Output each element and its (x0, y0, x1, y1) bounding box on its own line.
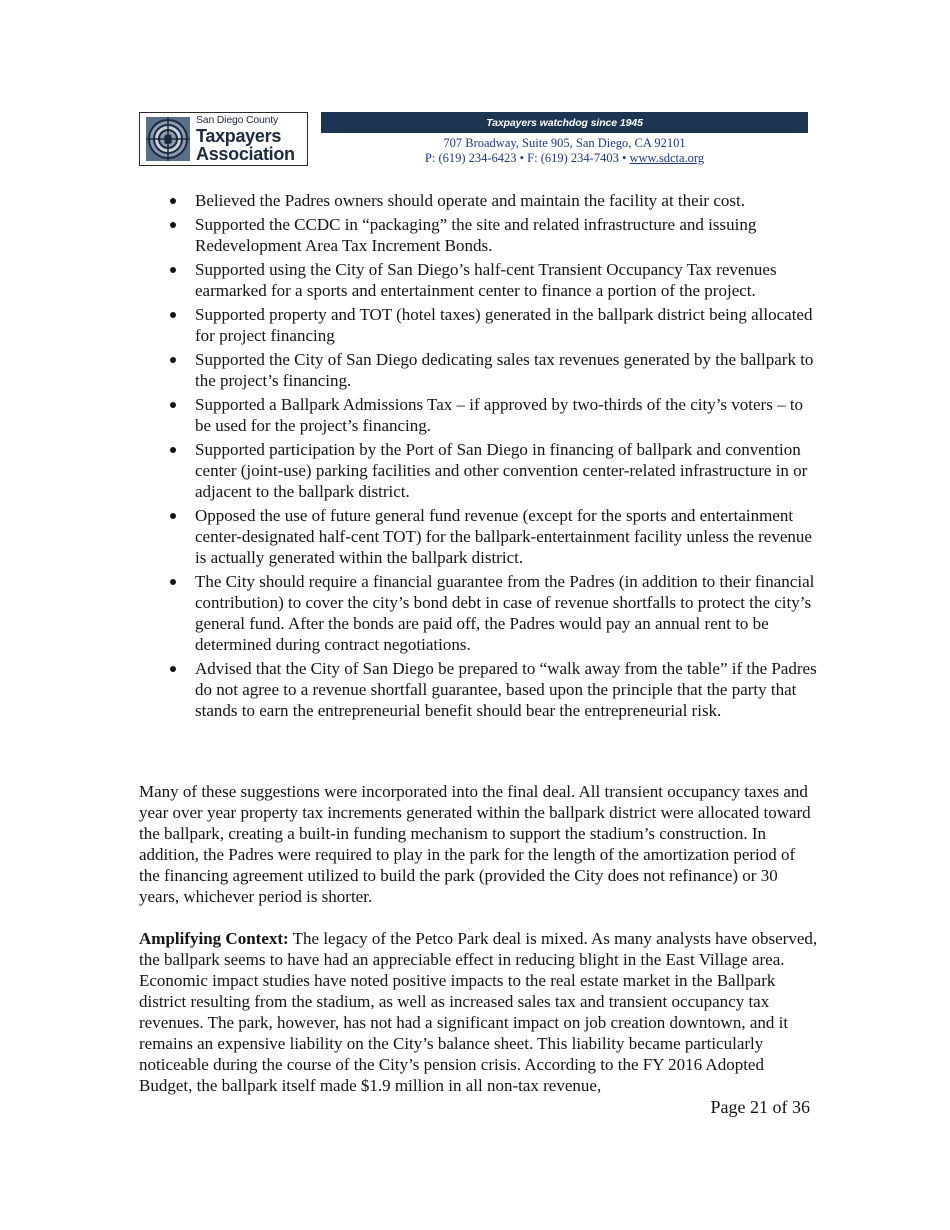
body-paragraph-final-deal: Many of these suggestions were incorporated into the final deal. All transient occupancy taxes and year over year property tax increments generated within the ballpark district were allocated toward the ballpark, creating a built-in funding mechanism to support the stadium’s construction. In addition, the Padres were required to play in the park for the length of the amortization period of the financing agreement utilized to build the park (provided the City does not refinance) or 30 years, whichever period is shorter. (139, 782, 811, 906)
contact-block (321, 136, 808, 166)
street-address: 707 Broadway, Suite 905, San Diego, CA 92101 (443, 136, 686, 150)
list-item: Supported a Ballpark Admissions Tax – if approved by two-thirds of the city’s voters – to be used for the project’s financing. (168, 394, 818, 436)
sdcta-logo (139, 112, 308, 166)
list-item: The City should require a financial guarantee from the Padres (in addition to their financial contribution) to cover the city’s bond debt in case of revenue shortfalls to protect the city’s general fund. After the bonds are paid off, the Padres would pay an annual rent to be determined during contract negotiations. (168, 571, 818, 655)
recommendations-list (168, 190, 818, 724)
phone-fax-text: P: (619) 234-6423 • F: (619) 234-7403 • (424, 151, 630, 165)
list-item: Supported property and TOT (hotel taxes) generated in the ballpark district being allocated for project financing (168, 304, 818, 346)
list-item: Supported the City of San Diego dedicating sales tax revenues generated by the ballpark to the project’s financing. (168, 349, 818, 391)
logo-wordmark (196, 115, 295, 163)
body-paragraph-amplifying-context (139, 928, 819, 1096)
svg-text:$: $ (163, 132, 173, 148)
section-lead-text: The legacy of the Petco Park deal is mixed. As many analysts have observed, the ballpark seems to have had an appreciable effect in reducing blight in the East Village area. Economic impact studies have noted positive impacts to the real estate market in the Ballpark district resulting from the stadium, as well as increased sales tax and transient occupancy tax revenues. The park, however, has not had a significant impact on job creation downtown, and it remains an expensive liability on the City’s balance sheet. This liability became particularly noticeable during the course of the City’s pension crisis. According to the FY 2016 Adopted Budget, the ballpark itself made $1.9 million in all non-tax revenue, (139, 929, 818, 1095)
tagline-banner: Taxpayers watchdog since 1945 (321, 112, 808, 133)
logo-line-taxpayers: Taxpayers (196, 125, 282, 146)
target-logo-icon (146, 117, 190, 161)
website-link[interactable]: www.sdcta.org (629, 151, 705, 165)
list-item: Believed the Padres owners should operate and maintain the facility at their cost. (168, 190, 818, 211)
logo-line-association: Association (196, 143, 295, 164)
list-item: Supported the CCDC in “packaging” the site and related infrastructure and issuing Redevelopment Area Tax Increment Bonds. (168, 214, 818, 256)
list-item: Supported using the City of San Diego’s half-cent Transient Occupancy Tax revenues earmarked for a sports and entertainment center to finance a portion of the project. (168, 259, 818, 301)
list-item: Supported participation by the Port of San Diego in financing of ballpark and convention center (joint-use) parking facilities and other convention center-related infrastructure in or adjacent to the ballpark district. (168, 439, 818, 502)
list-item: Advised that the City of San Diego be prepared to “walk away from the table” if the Padres do not agree to a revenue shortfall guarantee, based upon the principle that the party that stands to earn the entrepreneurial benefit should bear the entrepreneurial risk. (168, 658, 818, 721)
phone-fax-line (321, 151, 808, 166)
section-lead-heading: Amplifying Context: (139, 929, 289, 948)
list-item: Opposed the use of future general fund revenue (except for the sports and entertainment center-designated half-cent TOT) for the ballpark-entertainment facility unless the revenue is actually generated within the ballpark district. (168, 505, 818, 568)
page-number: Page 21 of 36 (710, 1097, 810, 1117)
logo-line-county: San Diego County (196, 114, 279, 127)
